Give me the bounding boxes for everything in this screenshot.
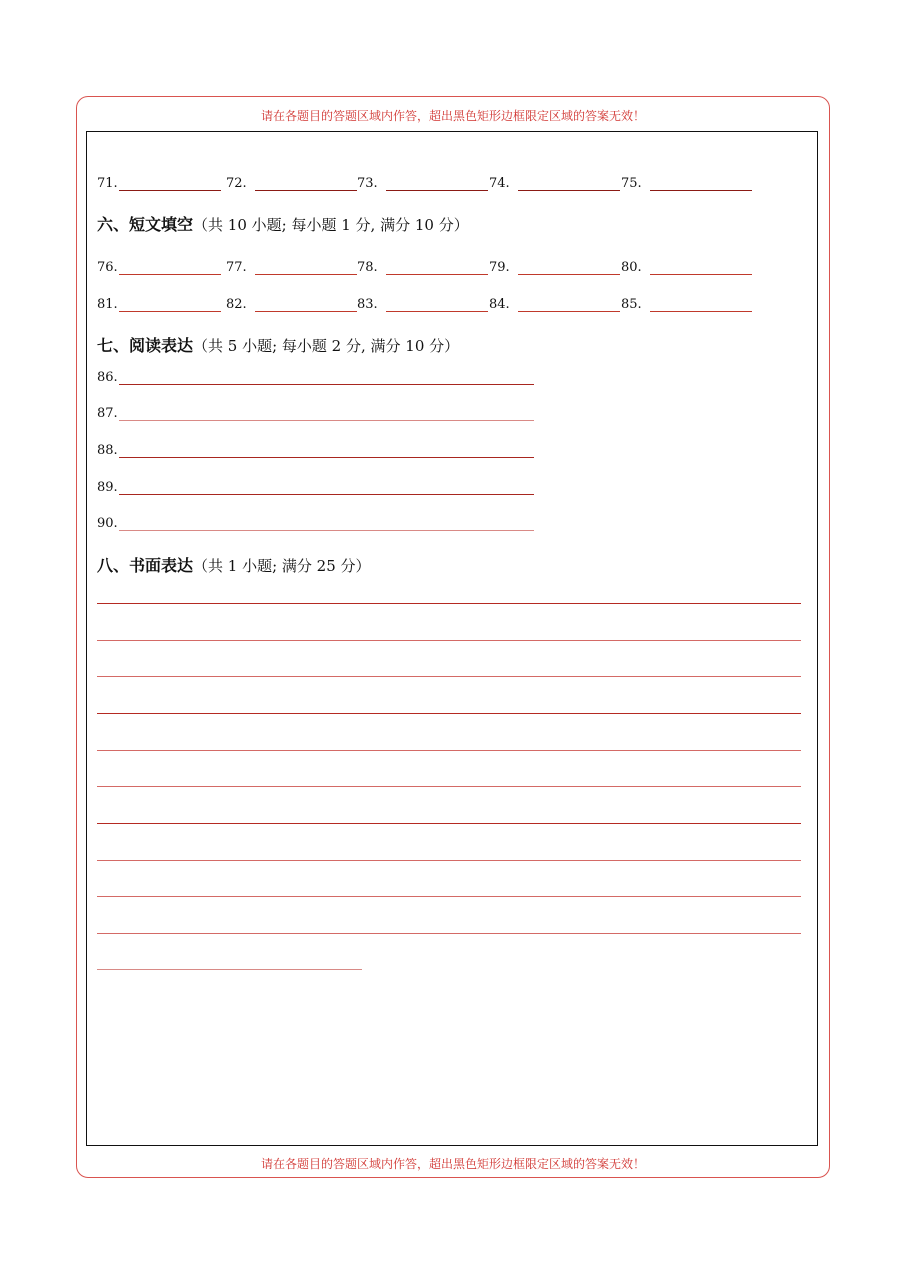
answer-line-90[interactable]: 90. xyxy=(97,516,534,531)
section-6-heading: 六、短文填空（共 10 小题; 每小题 1 分, 满分 10 分） xyxy=(97,215,469,234)
answer-blank-74[interactable]: 74. xyxy=(489,176,620,191)
answer-blank-79[interactable]: 79. xyxy=(489,260,620,275)
answer-blank-84[interactable]: 84. xyxy=(489,297,620,312)
writing-line[interactable] xyxy=(97,860,801,861)
answer-blank-78[interactable]: 78. xyxy=(357,260,488,275)
answer-blank-71[interactable]: 71. xyxy=(97,176,221,191)
top-notice: 请在各题目的答题区域内作答，超出黑色矩形边框限定区域的答案无效！ xyxy=(260,109,645,123)
answer-line-87[interactable]: 87. xyxy=(97,406,534,421)
answer-blank-72[interactable]: 72. xyxy=(226,176,357,191)
writing-line[interactable] xyxy=(97,750,801,751)
writing-line[interactable] xyxy=(97,713,801,714)
answer-blank-76[interactable]: 76. xyxy=(97,260,221,275)
writing-line[interactable] xyxy=(97,933,801,934)
answer-blank-80[interactable]: 80. xyxy=(621,260,752,275)
writing-line[interactable] xyxy=(97,823,801,824)
answer-blank-82[interactable]: 82. xyxy=(226,297,357,312)
answer-blank-85[interactable]: 85. xyxy=(621,297,752,312)
writing-line[interactable] xyxy=(97,786,801,787)
answer-blank-83[interactable]: 83. xyxy=(357,297,488,312)
answer-blank-73[interactable]: 73. xyxy=(357,176,488,191)
answer-line-88[interactable]: 88. xyxy=(97,443,534,458)
writing-line[interactable] xyxy=(97,896,801,897)
answer-blank-81[interactable]: 81. xyxy=(97,297,221,312)
writing-line[interactable] xyxy=(97,969,362,970)
section-7-heading: 七、阅读表达（共 5 小题; 每小题 2 分, 满分 10 分） xyxy=(97,336,460,355)
answer-line-86[interactable]: 86. xyxy=(97,370,534,385)
section-8-heading: 八、书面表达（共 1 小题; 满分 25 分） xyxy=(97,556,371,575)
answer-blank-77[interactable]: 77. xyxy=(226,260,357,275)
writing-line[interactable] xyxy=(97,603,801,604)
writing-line[interactable] xyxy=(97,676,801,677)
writing-line[interactable] xyxy=(97,640,801,641)
answer-blank-75[interactable]: 75. xyxy=(621,176,752,191)
bottom-notice: 请在各题目的答题区域内作答，超出黑色矩形边框限定区域的答案无效！ xyxy=(260,1157,645,1171)
answer-area-frame xyxy=(86,131,818,1146)
answer-line-89[interactable]: 89. xyxy=(97,480,534,495)
